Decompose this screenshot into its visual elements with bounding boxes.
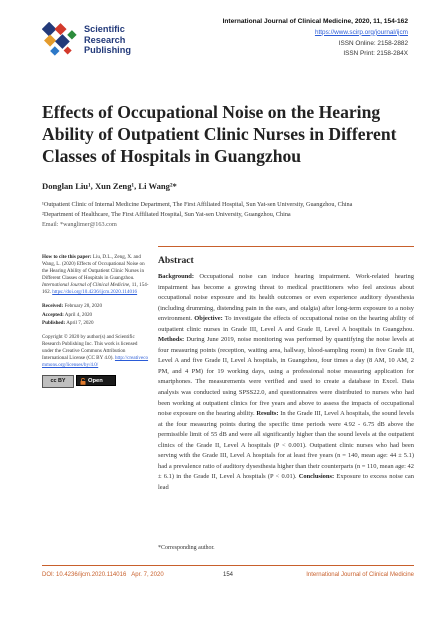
how-to-cite: How to cite this paper: Liu, D.L., Zeng, X. and Wang, L. (2020) Effects of Occupational Noise on the Hearing Ability of Outpatient Clinic Nurses in Different Classes of Hospitals in Guangzhou. International Journal of Clinical Medicine, 11, 154-162. https://doi.org/10.4236/ijcm.2020.114016 bbox=[42, 254, 149, 295]
license-badges bbox=[42, 375, 150, 395]
affiliation-1: ¹Outpatient Clinic of Internal Medicine Department, The First Affiliated Hospital, Sun Yat-sen University, Guangzhou, China bbox=[42, 201, 353, 208]
page-number: 154 bbox=[222, 572, 233, 578]
journal-header bbox=[223, 17, 408, 60]
abstract-text: Background: Occupational noise can induce hearing impairment. Work-related hearing impairment has become a growing threat to medical practitioners who feel anxious about occupational noise exposure and its health outcomes or even experience auditory dysesthesia (including drumming, distending pain in the ears, and otalgia) after long-term exposure to a noisy environment. Objective: To investigate the effects of occupational noise on the hearing ability of outpatient clinic nurses in Grade III, Level A and Grade II, Level A hospitals in Guangzhou. Methods: During June 2019, noise monitoring was performed by quantifying the noise levels at four measuring points (reception, waiting area, hallway, blood-sampling room) in five Grade III, Level A and five Grade II, Level A hospitals, in Guangzhou, four times a day (8 AM, 10 AM, 2 PM, and 4 PM) for 19 working days, using a professional noise measuring application for smartphones. The measurements were verified and used to create a database in Excel. Data analysis was conducted using SPSS22.0, and questionnaires were distributed to nurses who had been working at outpatient clinics for five years and above to assess the impacts of occupational noise exposure on the hearing ability. Results: In the Grade III, Level A hospitals, the sound levels at the four measuring points during the specific time periods were 4.92 - 6.75 dB above the permissible limit of 55 dB and were all significantly higher than the sound levels at the outpatient clinics of the Grade II, Level A hospitals (P < 0.001). Outpatient clinic nurses who had been serving with the Grade III, Level A hospitals for at least five years (n = 140, mean age: 44 ± 5.1) had a prevalence ratio of auditory dysesthesia higher than their counterparts (n = 110, mean age: 42 ± 6.1) in the Grade II, Level A hospitals (P < 0.01). Conclusions: Exposure to excess noise can lead bbox=[158, 273, 414, 491]
footer-journal-name: International Journal of Clinical Medicine bbox=[306, 572, 414, 578]
corresponding-email[interactable]: Email: *wanglimer@163.com bbox=[42, 221, 117, 229]
accepted-date: April 4, 2020 bbox=[64, 311, 93, 318]
doi-link[interactable]: https://doi.org/10.4236/ijcm.2020.114016 bbox=[52, 289, 138, 295]
license-link[interactable]: http://creativecommons.org/licenses/by/4.0/ bbox=[42, 354, 149, 368]
footer-divider bbox=[42, 565, 414, 566]
copyright-notice: Copyright © 2020 by author(s) and Scientific Research Publishing Inc. This work is licensed under the Creative Commons Attribution International License (CC BY 4.0). http://creativecommons.org/licenses/by/4.0/ bbox=[42, 333, 149, 368]
publisher-name: Scientific Research Publishing bbox=[84, 24, 131, 56]
article-sidebar bbox=[42, 254, 150, 395]
article-authors: Donglan Liu¹, Xun Zeng¹, Li Wang²* bbox=[42, 181, 177, 191]
footer-doi-date: DOI: 10.4236/ijcm.2020.114016 Apr. 7, 2020 bbox=[42, 572, 164, 578]
affiliations bbox=[42, 200, 422, 231]
journal-citation: International Journal of Clinical Medicine, 2020, 11, 154-162 bbox=[222, 18, 408, 25]
cc-by-badge[interactable]: cc BY bbox=[42, 375, 74, 388]
received-date: February 28, 2020 bbox=[64, 303, 102, 309]
published-date: April 7, 2020 bbox=[66, 320, 94, 327]
affiliation-2: ²Department of Healthcare, The First Affiliated Hospital, Sun Yat-sen University, Guangzhou, China bbox=[42, 211, 291, 219]
abstract-section bbox=[158, 246, 414, 493]
publisher-logo bbox=[42, 20, 162, 64]
article-dates: Received: February 28, 2020 Accepted: April 4, 2020 Published: April 7, 2020 bbox=[42, 303, 102, 327]
issn-online: ISSN Online: 2158-2882 bbox=[338, 39, 408, 47]
journal-url-link[interactable]: https://www.scirp.org/journal/ijcm bbox=[314, 28, 408, 36]
open-access-badge: Open Access bbox=[76, 375, 116, 386]
abstract-heading: Abstract bbox=[158, 255, 194, 266]
article-title: Effects of Occupational Noise on the Hearing Ability of Outpatient Clinic Nurses in Different Classes of Hospitals in Guangzhou bbox=[42, 102, 397, 166]
open-lock-icon bbox=[80, 378, 86, 385]
issn-print: ISSN Print: 2158-284X bbox=[343, 50, 408, 58]
corresponding-author-footnote: *Corresponding author. bbox=[158, 545, 215, 551]
scirp-logo-icon bbox=[42, 22, 80, 60]
page-footer bbox=[42, 572, 414, 582]
